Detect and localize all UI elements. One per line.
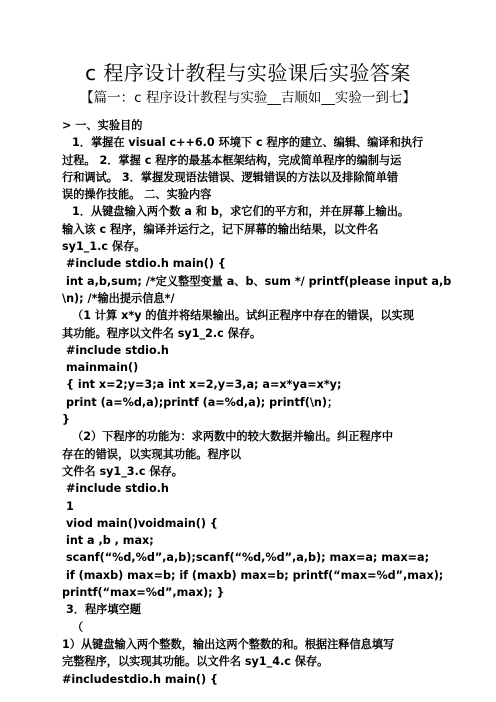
body-line: 输入该 c 程序，编译并运行之，记下屏幕的输出结果，以文件名 (62, 222, 379, 236)
body-line: scanf(“%d,%d”,a,b);scanf(“%d,%d”,a,b); max=a; max=a; (66, 551, 430, 565)
document-subtitle: 【篇一：c 程序设计教程与实验__吉顺如__实验一到七】 (80, 90, 416, 106)
body-line: int a ,b , max; (66, 534, 154, 548)
body-line: 存在的错误，以实现其功能。程序以 (62, 447, 242, 461)
body-line: #include stdio.h main() { (66, 257, 226, 271)
body-line: { int x=2;y=3;a int x=2,y=3,a; a=x*ya=x*y; (66, 378, 342, 392)
body-line: } (62, 413, 70, 427)
body-line: 误的操作技能。 二、实验内容 (62, 188, 212, 202)
body-line: #include stdio.h (66, 343, 169, 357)
document-title: c 程序设计教程与实验课后实验答案 (85, 61, 411, 85)
body-line: printf(“max=%d”,max); } (62, 586, 225, 600)
body-line: 3．程序填空题 (66, 603, 141, 617)
body-line: 过程。 2．掌握 c 程序的最基本框架结构，完成简单程序的编制与运 (62, 153, 402, 167)
body-line: （2）下程序的功能为：求两数中的较大数据并输出。纠正程序中 (72, 430, 394, 444)
body-line: 1）从键盘输入两个整数，输出这两个整数的和。根据注释信息填写 (62, 637, 395, 651)
body-line: （1 计算 x*y 的值并将结果输出。试纠正程序中存在的错误，以实现 (72, 309, 414, 323)
body-line: （ (72, 620, 84, 634)
body-line: int a,b,sum; /*定义整型变量 a、b、sum */ printf(please input a,b (66, 274, 452, 288)
body-line: #include stdio.h (66, 482, 169, 496)
body-line: 其功能。程序以文件名 sy1_2.c 保存。 (62, 326, 262, 340)
body-line: #includestdio.h main() { (62, 672, 218, 686)
document-body (62, 117, 452, 688)
body-line: if (maxb) max=b; if (maxb) max=b; printf(“max=%d”,max); (66, 568, 444, 582)
body-line: 1．掌握在 visual c++6.0 环境下 c 程序的建立、编辑、编译和执行 (72, 136, 424, 150)
body-line: 完整程序，以实现其功能。以文件名 sy1_4.c 保存。 (62, 655, 329, 669)
body-line: 1．从键盘输入两个数 a 和 b，求它们的平方和，并在屏幕上输出。 (72, 205, 410, 219)
body-line: 文件名 sy1_3.c 保存。 (62, 464, 183, 478)
body-line: > 一、实验目的 (62, 119, 143, 132)
body-line: viod main()voidmain() { (66, 516, 218, 530)
body-line: 行和调试。 3．掌握发现语法错误、逻辑错误的方法以及排除简单错 (62, 170, 399, 184)
body-line: 1 (66, 499, 74, 513)
body-line: mainmain() (66, 361, 139, 375)
body-line: sy1_1.c 保存。 (62, 240, 146, 254)
body-line: print (a=%d,a);printf (a=%d,a); printf(\n)； (66, 395, 339, 409)
body-line: \n); /*输出提示信息*/ (62, 291, 175, 305)
